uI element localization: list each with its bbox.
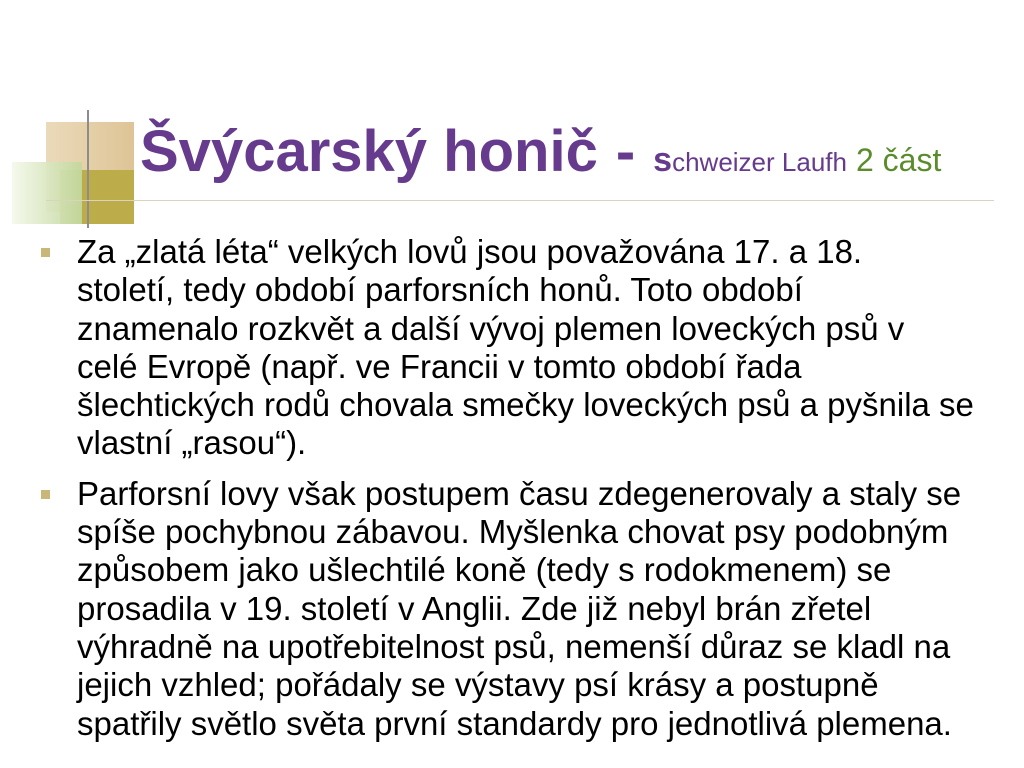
bullet-text-line: prosadila v 19. století v Anglii. Zde již nebyl brán zřetel [77, 589, 872, 627]
bullet-text-line: způsobem jako ušlechtilé koně (tedy s rodokmenem) se [77, 551, 892, 589]
bullet-list [0, 233, 1024, 743]
decor-vertical-line [87, 110, 89, 228]
bullet-text-line: spatřily světlo světa první standardy pro jednotlivá plemena. [77, 704, 952, 742]
slide-title [140, 117, 941, 197]
bullet-text-line: šlechtických rodů chovala smečky loveckých psů a pyšnila se [77, 386, 974, 424]
bullet-item [0, 475, 1024, 743]
bullet-text-line: spíše pochybnou zábavou. Myšlenka chovat psy podobným [77, 513, 949, 551]
decor-square-green [12, 162, 82, 224]
bullet-text-line: století, tedy období parforsních honů. Toto období [77, 271, 803, 309]
title-separator: - [615, 119, 636, 184]
title-subtitle-initial: s [653, 141, 673, 179]
title-subtitle-rest: chweizer Laufh [672, 147, 847, 177]
bullet-text-line: znamenalo rozkvět a další vývoj plemen loveckých psů v [77, 309, 905, 347]
square-bullet-icon [41, 490, 50, 499]
bullet-text-line: Parforsní lovy však postupem času zdegenerovaly a staly se [77, 474, 962, 512]
square-bullet-icon [41, 248, 50, 257]
bullet-text-line: jejich vzhled; pořádaly se výstavy psí krásy a postupně [77, 666, 879, 704]
bullet-text-line: vlastní „rasou“). [77, 424, 307, 462]
bullet-text-line: celé Evropě (např. ve Francii v tomto období řada [77, 347, 802, 385]
bullet-item [0, 233, 1024, 463]
bullet-text-line: Za „zlatá léta“ velkých lovů jsou považována 17. a 18. [77, 233, 863, 270]
title-part: 2 část [855, 142, 942, 178]
title-main: Švýcarský honič [140, 119, 598, 184]
decor-horizontal-line [46, 200, 994, 201]
bullet-text-line: výhradně na upotřebitelnost psů, nemenší důraz se kladl na [77, 627, 951, 665]
